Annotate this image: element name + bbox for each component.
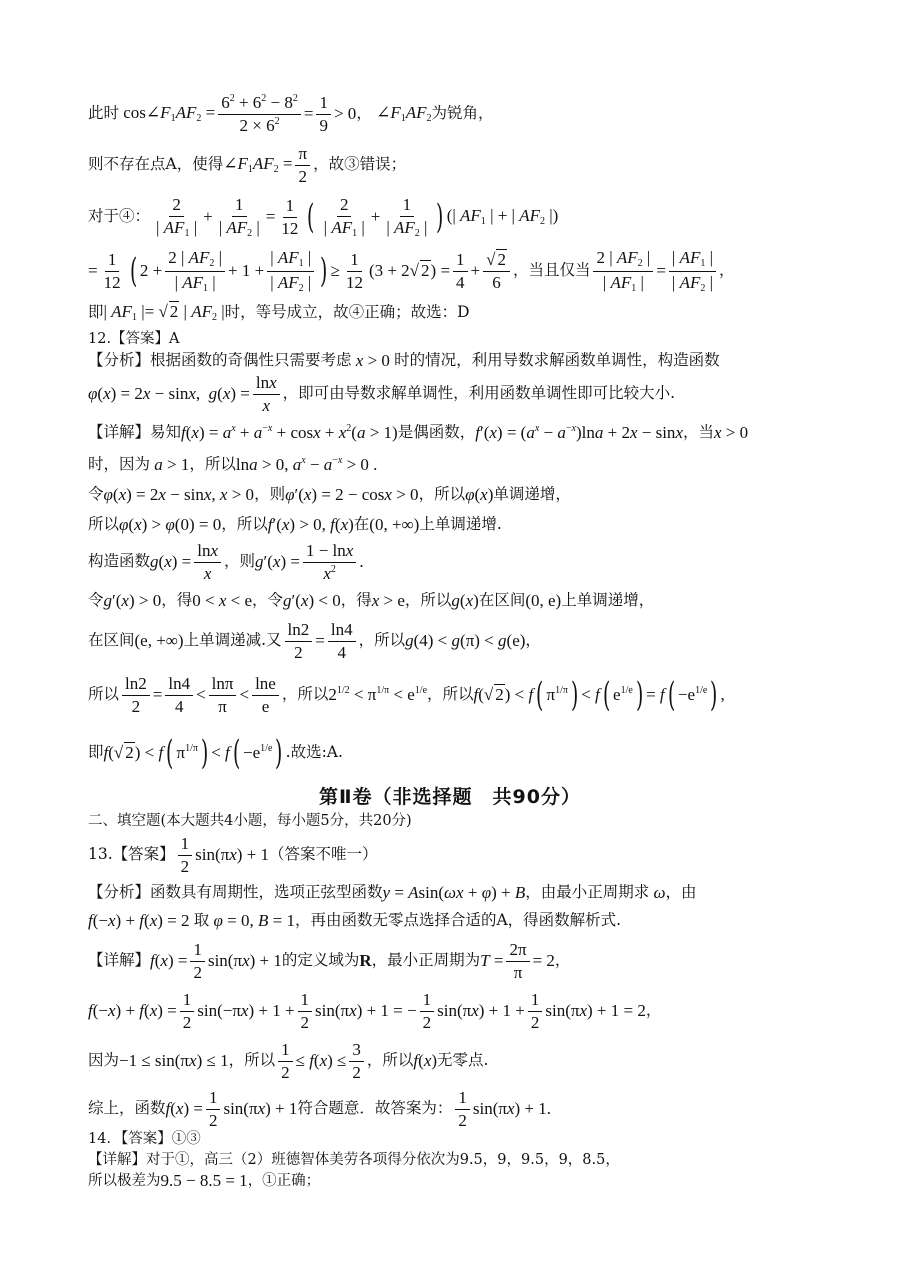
q13-analysis-1: 【分析】函数具有周期性，选项正弦型函数 y = Asin(ωx + φ) + B ，由最小正周期求 ω ，由 [88, 883, 697, 903]
q12-detail-9: 即 f(√ 2) < f ( $\pi^{1/\pi}$ ) < f ( $-e^{1/e}$ ) .故选:A. [88, 733, 343, 773]
q12-detail-7: 在区间 (e, +∞) 上单调递减.又 $\frac{\ln 2}{2}$ = $\frac{\ln 4}{4}$ ，所以 g(4) < g(π) < g(e) ， [88, 619, 541, 662]
q14-detail-1: 【详解】对于①，高三（2）班德智体美劳各项得分依次为9.5，9，9.5，9，8.5， [88, 1151, 620, 1168]
q13-analysis-2: f(−x) + f(x) = 2 取 φ = 0, B = 1 ，再由函数无零点选择合适的A，得函数解析式. [88, 911, 622, 931]
q12-detail-4: 所以 φ(x) > φ(0) = 0 ，所以 f′(x) > 0, f(x) 在 (0, +∞) 上单调递增. [88, 515, 502, 535]
q12-detail-5: 构造函数 g(x) = $\frac{\ln x}{x}$ ，则 g′(x) = $\frac{1 - \ln x}{x^2}$ . [88, 540, 364, 583]
q12-answer: 12.【答案】A [88, 330, 180, 347]
q14-answer: 14．【答案】①③ [88, 1130, 201, 1147]
q13-answer: 13.【答案】 $\frac{1}{2}$ sin(πx) + 1 （答案不唯一） [88, 833, 378, 876]
q12-detail-1: 【详解】易知 $f(x) = a^x + a^{-x} + \cos x + x^2(a > 1)$ 是偶函数， $f'(x) = (a^x - a^{-x})\ln a + 2x - \sin x$ ，当 x > 0 [88, 423, 749, 443]
q13-detail-3: 因为 −1 ≤ sin(πx) ≤ 1 ，所以 $\frac{1}{2}$ ≤ f(x) ≤ $\frac{3}{2}$ ，所以 f(x) 无零点. [88, 1039, 489, 1082]
q12-analysis-1: 【分析】根据函数的奇偶性只需要考虑 x > 0 时的情况，利用导数求解函数单调性，构造函数 [88, 351, 720, 371]
text: ，当且仅当 [512, 261, 591, 280]
text: 则不存在点A，使得 [88, 155, 224, 174]
q12-detail-6: 令 g′(x) > 0 ，得 0 < x < e ，令 g′(x) < 0 ，得 x > e ，所以 g(x) 在区间 (0, e) 上单调递增， [88, 591, 655, 611]
part-2-title: 二、填空题(本大题共4小题，每小题5分，共20分) [88, 812, 412, 829]
q13-detail-4: 综上，函数 f(x) = $\frac{1}{2}$ sin(πx) + 1 符合题意．故答案为： $\frac{1}{2}$ sin(πx) + 1. [88, 1087, 552, 1130]
q13-detail-2: f(−x) + f(x) = $\frac{1}{2}$ sin(−πx) + 1 + $\frac{1}{2}$ sin(πx) + 1 = − $\frac{1}{2}$ sin(πx) + 1 + $\frac{1}{2}$ sin(πx) + 1 = 2 ， [88, 989, 662, 1032]
line-equality: 即 | $AF_1$ |= √ 2 | $AF_2$ | 时，等号成立，故④正确；故选：D [88, 302, 470, 324]
text: ，故③错误； [313, 155, 407, 174]
q12-analysis-2: φ(x) = 2x − sinx, g(x) = $\frac{\ln x}{x}$ ，即可由导数求解单调性，利用函数单调性即可比较大小. [88, 372, 676, 415]
fraction: $\frac{6^2 + 6^2 - 8^2}{2 \times 6^2}$ [218, 93, 301, 135]
text: 此时 [88, 104, 120, 123]
q12-detail-8: 所以 $\frac{\ln 2}{2}$ = $\frac{\ln 4}{4}$ < $\frac{\ln\pi}{\pi}$ < $\frac{\ln e}{e}$ ，所以 $2^{1/2} < \pi^{1/\pi} < e^{1/e}$ ，所以 f(√ 2) < f ( $\pi^{1/\pi}$ ) < f ( $e^{1/e}$ ) = f ( $-e^{1/e}$ ) , [88, 673, 725, 716]
text: 时，等号成立，故④正确；故选：D [224, 303, 470, 322]
q12-detail-3: 令 φ(x) = 2x − sinx, x > 0 ，则 φ′(x) = 2 − cosx > 0 ，所以 φ(x) 单调递增， [88, 485, 571, 505]
q13-detail-1: 【详解】 f(x) = $\frac{1}{2}$ sin(πx) + 1 的定义域为 R ，最小正周期为 T = $\frac{2\pi}{\pi}$ = 2 ， [88, 939, 571, 982]
text: 对于④： [88, 207, 151, 226]
text: 即 [88, 303, 104, 322]
q14-detail-2: 所以极差为 9.5 − 8.5 = 1 ，①正确； [88, 1171, 321, 1191]
text: 为锐角， [431, 104, 494, 123]
q12-detail-2: 时，因为 a > 1 ，所以 lna > 0, $a^x - a^{-x} > 0$ . [88, 455, 378, 475]
section-title: 第Ⅱ卷（非选择题 共90分） [319, 786, 581, 808]
line-inequality: = $\frac{1}{12}$ ( 2 + $\frac{2 | AF_2 |}{| AF_1 |}$ + 1 + $\frac{| AF_1 |}{| AF_2 |}$ ) ≥ $\frac{1}{12}$ (3 + 2√ 2) = $\frac{1}{4}$ + $\frac{√ 2}{6}$ ，当且仅当 $\frac{2 | AF_2 |}{| AF_1 |}$ = $\frac{| AF_1 |}{| AF_2 |}$ ， [88, 248, 735, 294]
line-cos-angle: 此时 $\cos\angle F_1AF_2$ = $\frac{6^2 + 6^2 - 8^2}{2 \times 6^2}$ = $\frac{1}{9}$ > 0 ， $\angle F_1AF_2$ 为锐角， [88, 92, 494, 135]
line-case-4: 对于④： $\frac{2}{| AF_1 |}$ + $\frac{1}{| AF_2 |}$ = $\frac{1}{12}$ ( $\frac{2}{| AF_1 |}$ + $\frac{1}{| AF_2 |}$ ) (| $AF_1$ | + | $AF_2$ |) [88, 194, 559, 239]
line-no-point-a: 则不存在点A，使得 $\angle F_1AF_2$ = $\frac{\pi}{2}$ ，故③错误； [88, 143, 407, 186]
